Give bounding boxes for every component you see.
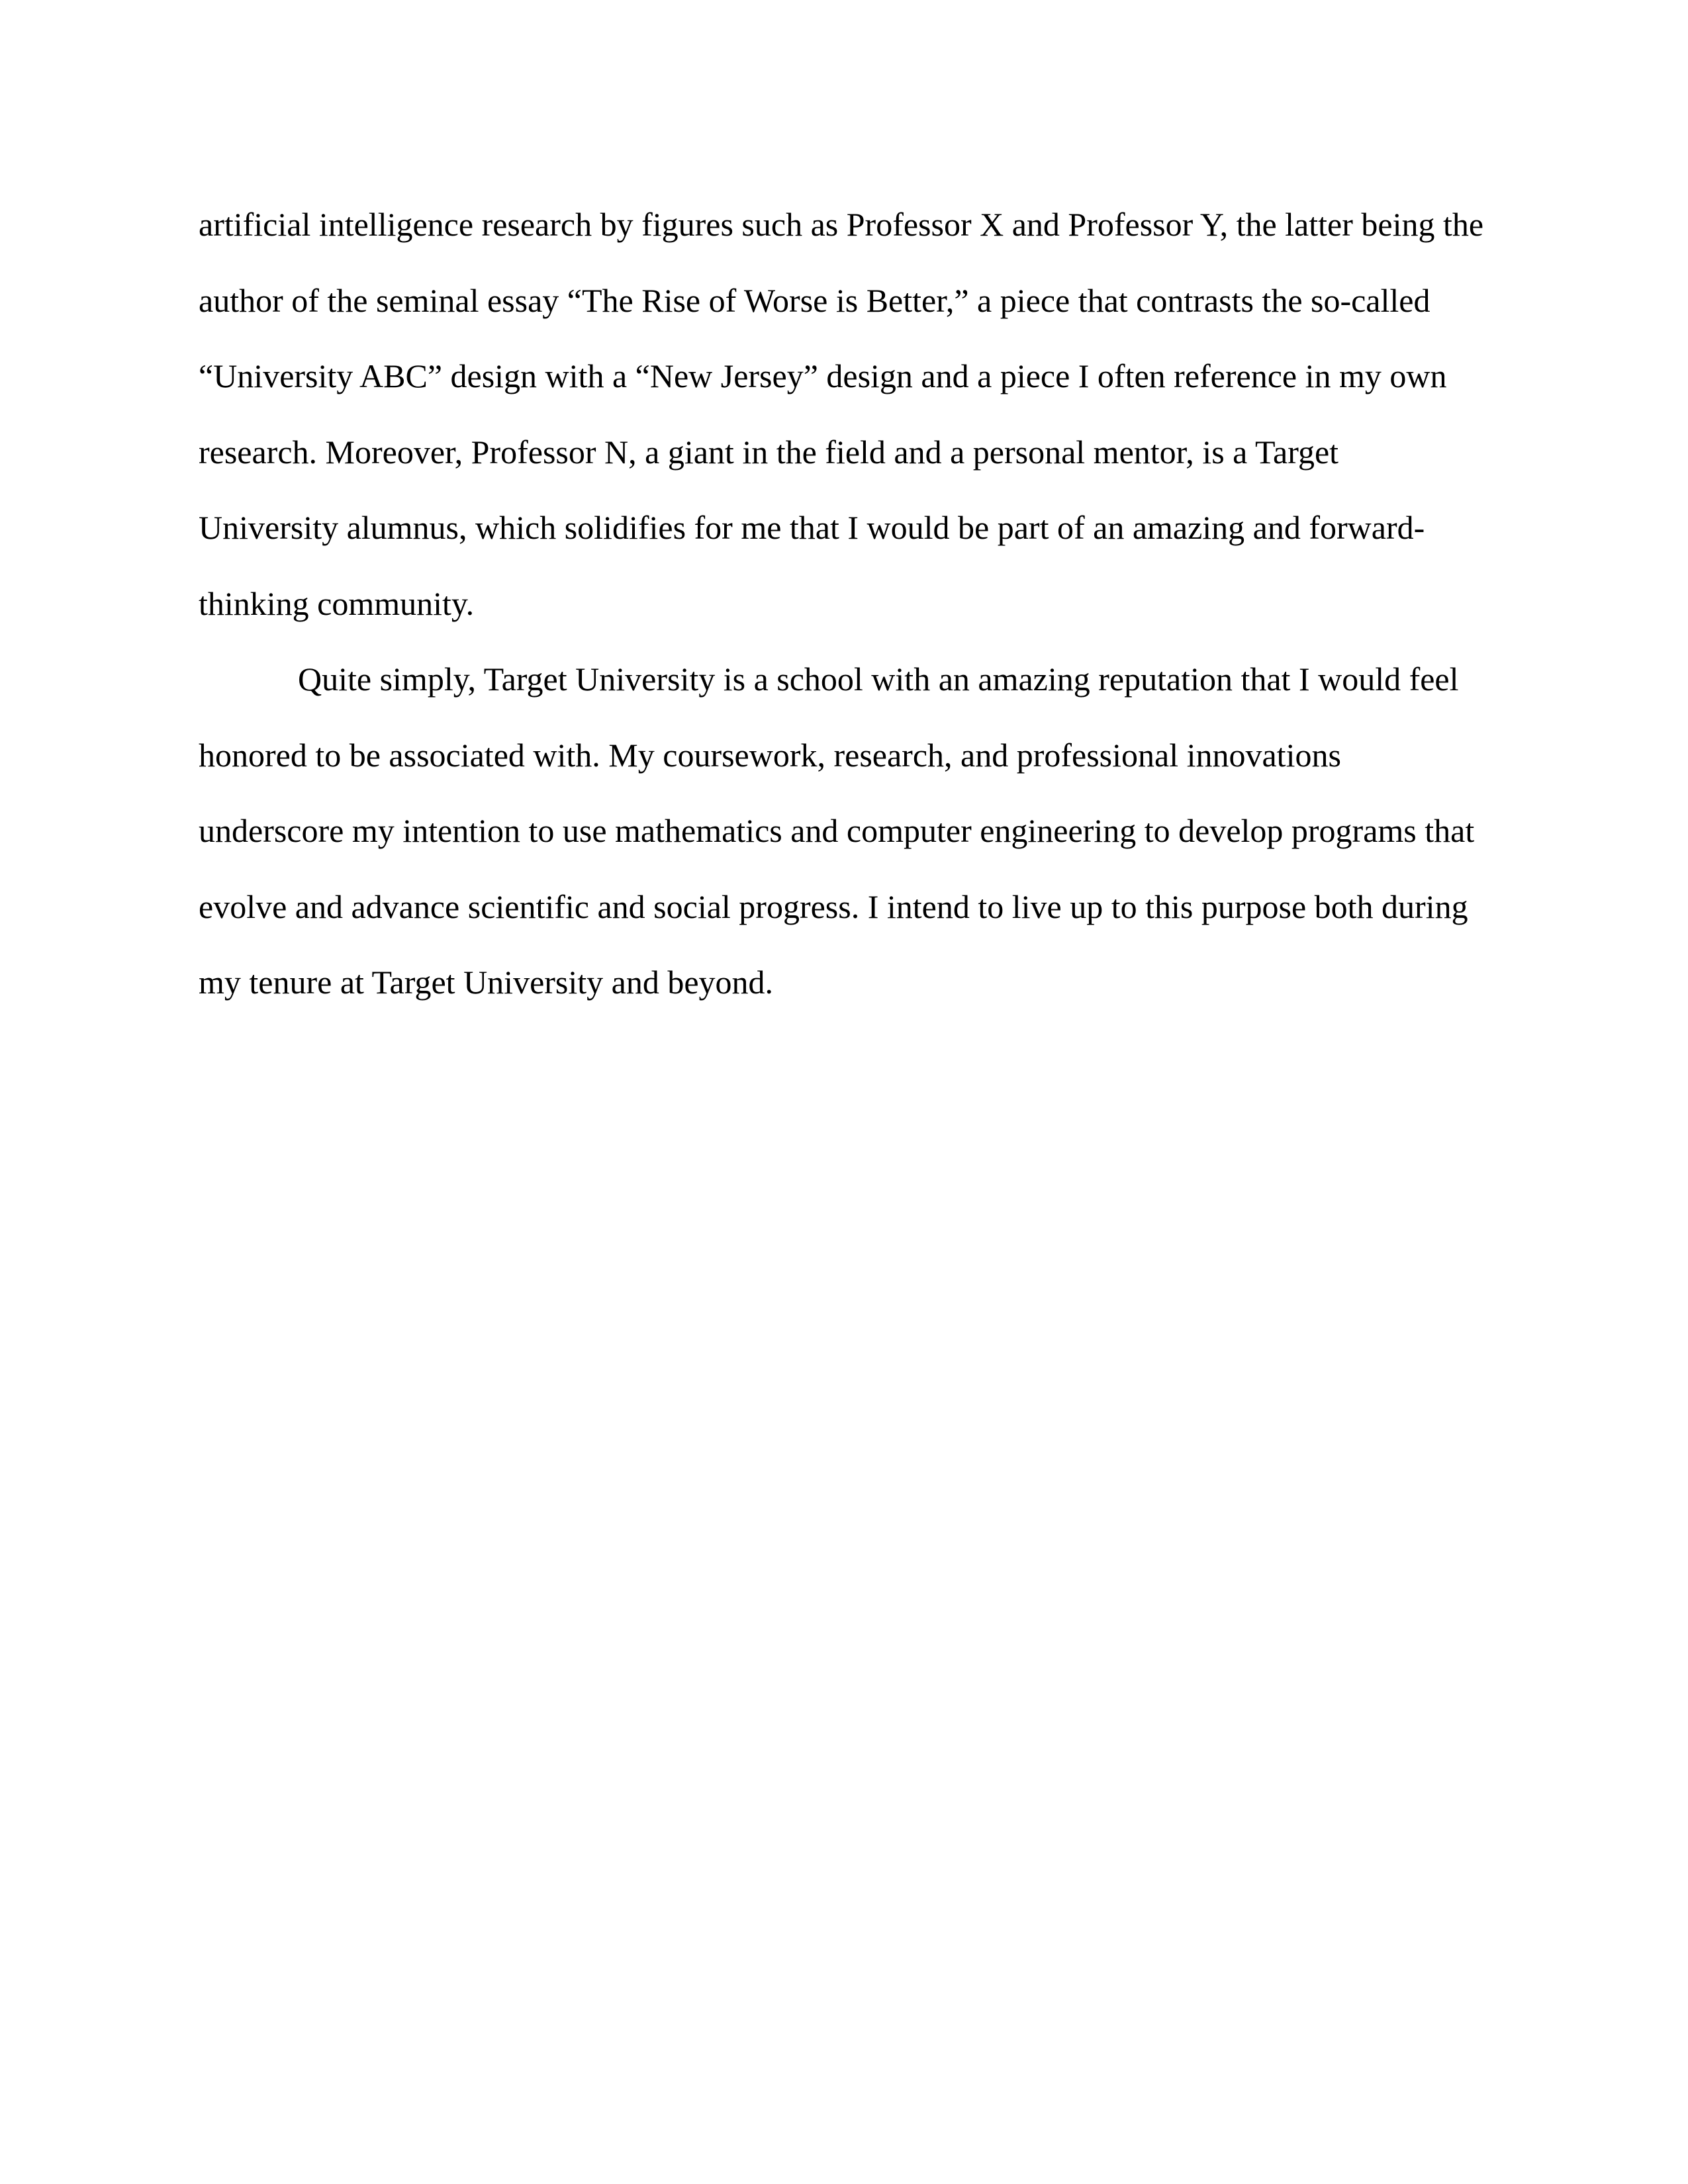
- text-line-indented: Quite simply, Target University is a school with an amazing reputation that I would feel: [298, 660, 1459, 698]
- text-line: artificial intelligence research by figures such as Professor X and Professor Y, the latter being the: [199, 206, 1484, 243]
- body-text: [199, 187, 1496, 1021]
- text-line: underscore my intention to use mathematics and computer engineering to develop programs that: [199, 812, 1475, 849]
- text-line: evolve and advance scientific and social progress. I intend to live up to this purpose both during: [199, 887, 1468, 925]
- text-line: my tenure at Target University and beyond.: [199, 964, 774, 1001]
- text-line: honored to be associated with. My coursework, research, and professional innovations: [199, 736, 1341, 774]
- text-line: author of the seminal essay “The Rise of Worse is Better,” a piece that contrasts the so-called: [199, 281, 1430, 319]
- text-line: “University ABC” design with a “New Jersey” design and a piece I often reference in my own: [199, 357, 1447, 394]
- text-line: University alumnus, which solidifies for me that I would be part of an amazing and forward-: [199, 509, 1425, 546]
- text-line: research. Moreover, Professor N, a giant in the field and a personal mentor, is a Target: [199, 433, 1339, 471]
- paragraph-2: [199, 641, 1496, 1021]
- text-line: thinking community.: [199, 584, 475, 622]
- paragraph-1: [199, 187, 1496, 641]
